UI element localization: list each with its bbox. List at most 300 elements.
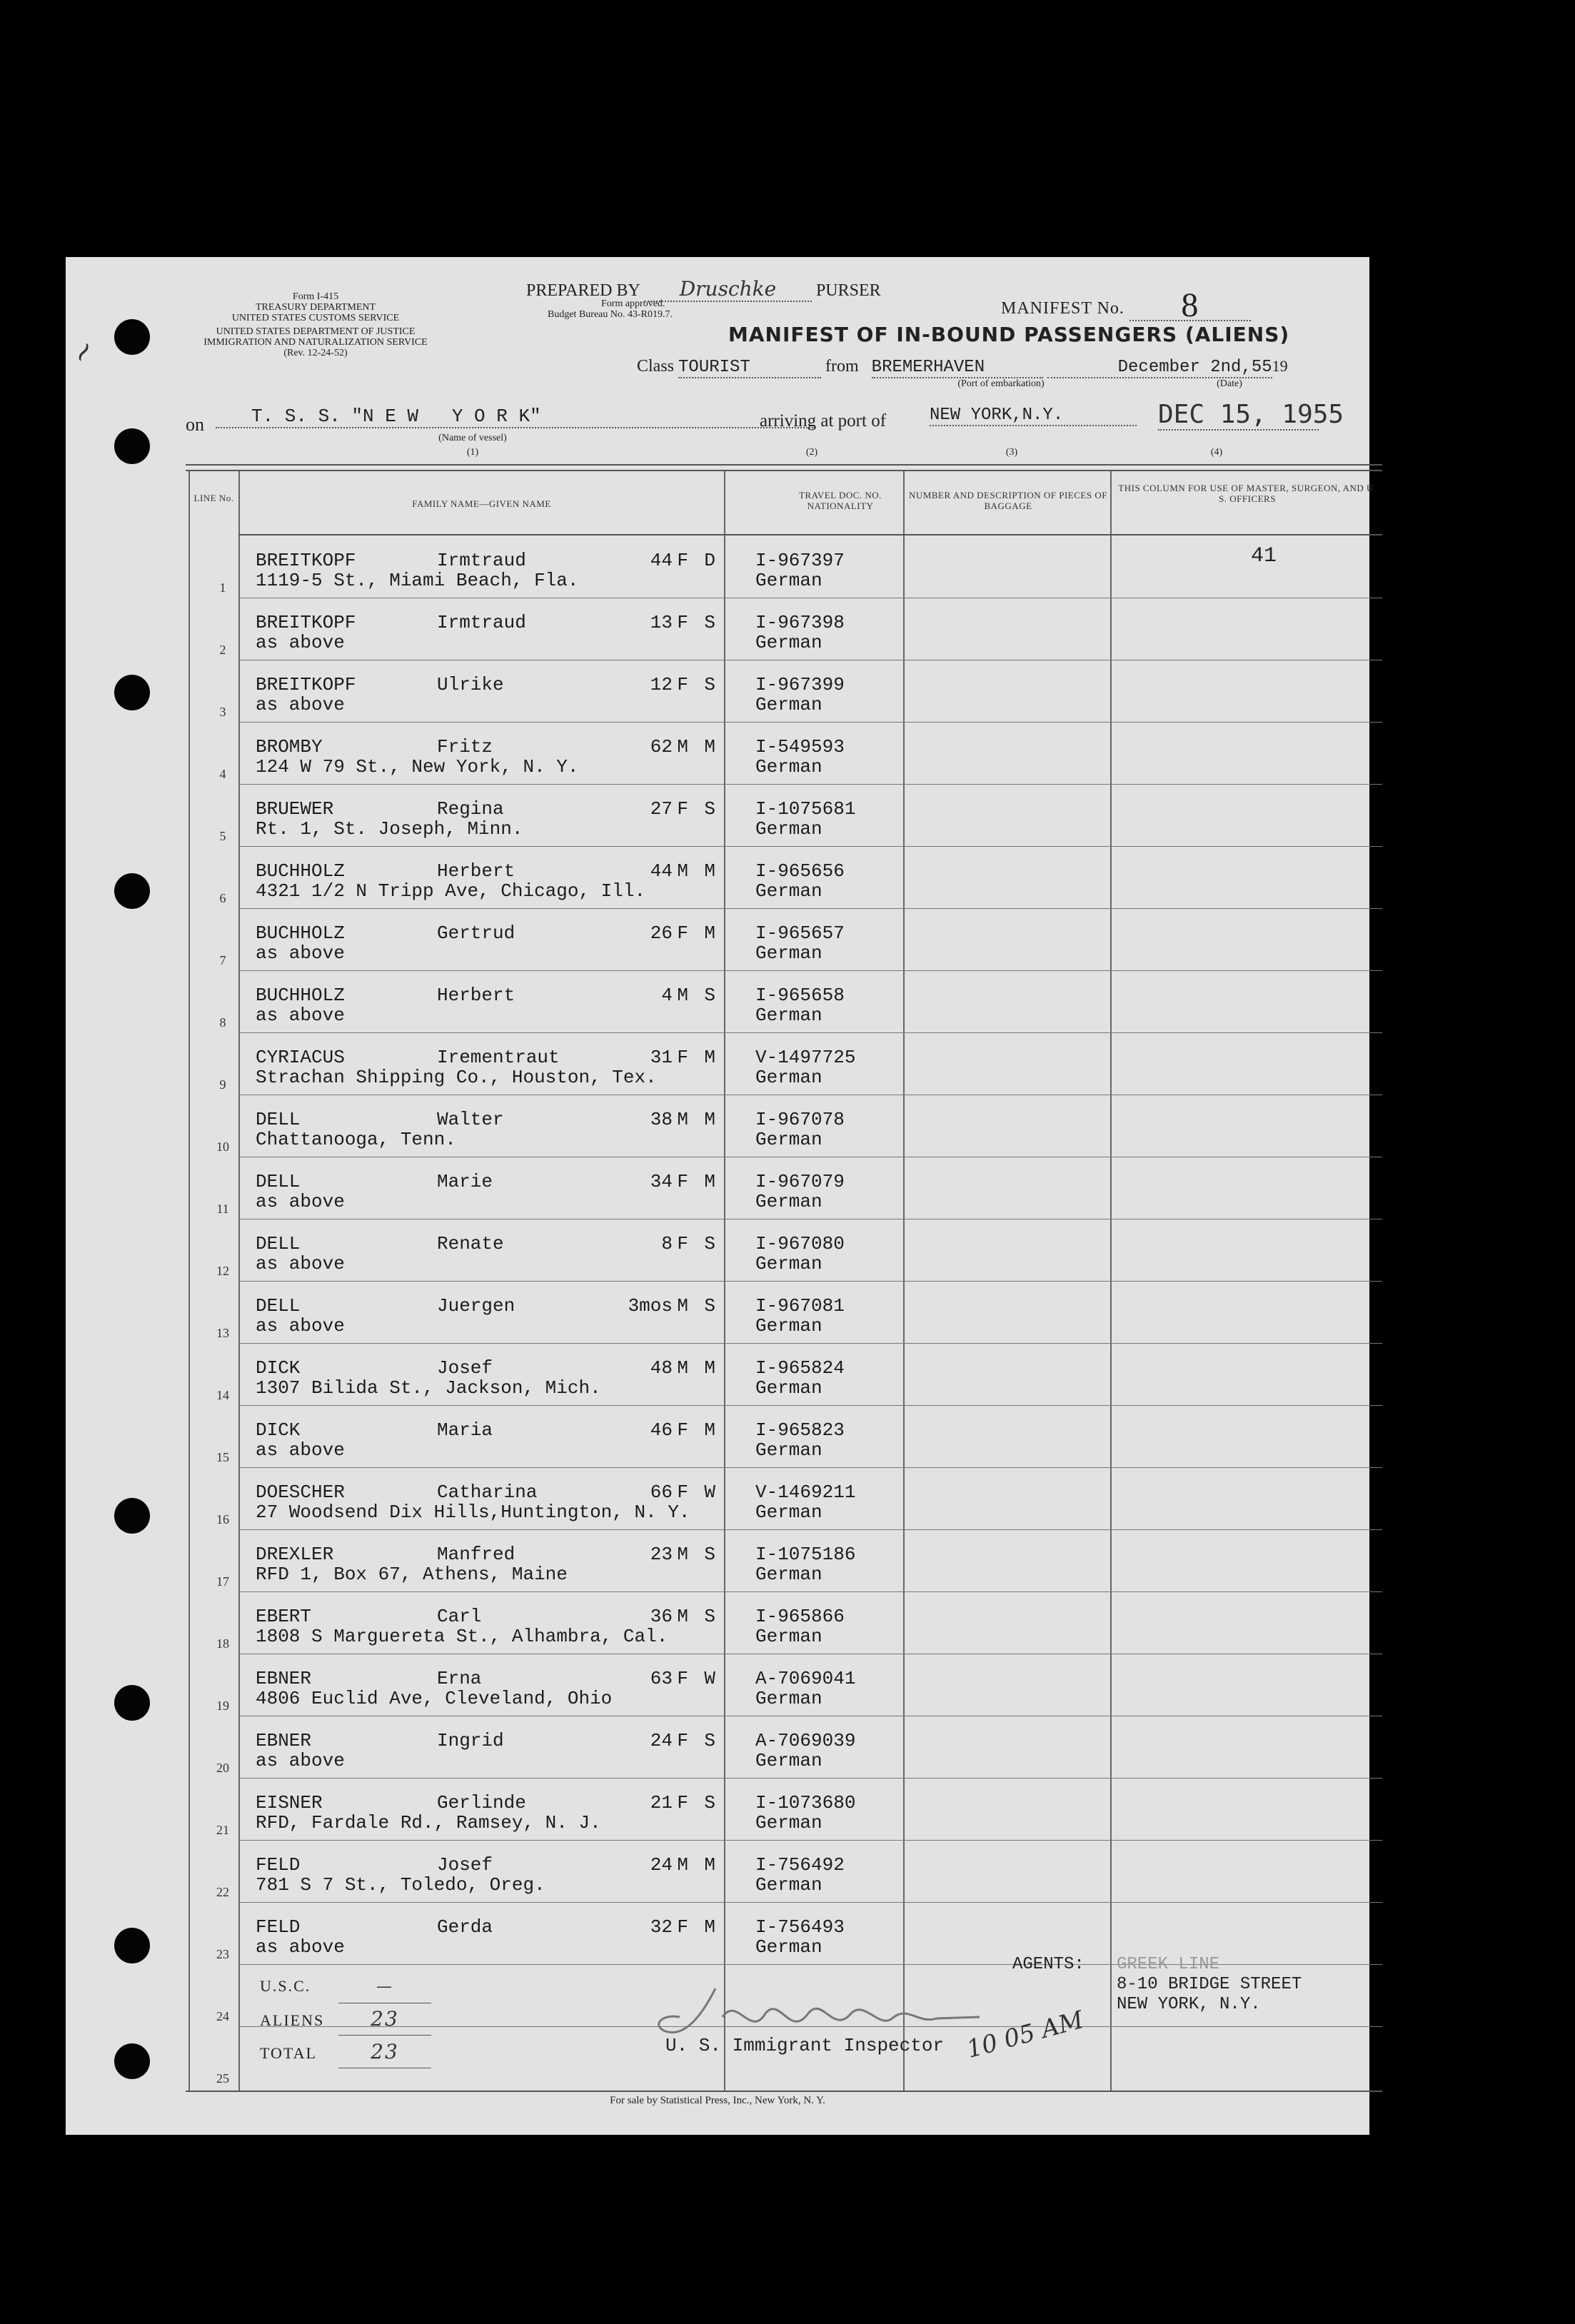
margin-pencil-mark: ~ [63, 333, 104, 371]
form-approved: Form approved. [601, 298, 665, 309]
arrival-port: NEW YORK,N.Y. [930, 406, 1137, 426]
line-number: 6 [219, 891, 226, 905]
row-rule [238, 1032, 1382, 1033]
passenger-family-name: BRUEWER [256, 798, 334, 820]
passenger-family-name: BROMBY [256, 736, 323, 758]
passenger-address: as above [256, 1936, 345, 1958]
total-value: 23 [338, 2036, 431, 2068]
col-rule-line [238, 471, 240, 2092]
arrival-date-stamp: DEC 15, 1955 [1158, 400, 1344, 429]
passenger-given-name: Gerda [437, 1916, 493, 1938]
row-rule [238, 1902, 1382, 1903]
table-top-rule-1 [186, 464, 1382, 466]
passenger-given-name: Walter [437, 1109, 504, 1130]
class-label: Class [637, 357, 675, 376]
row-rule [238, 1840, 1382, 1841]
line-number: 11 [216, 1202, 229, 1216]
passenger-marital-status: D [704, 550, 715, 571]
passenger-travel-doc: I-756492 [755, 1854, 845, 1876]
passenger-sex: M [677, 1109, 688, 1130]
passenger-family-name: FELD [256, 1916, 301, 1938]
passenger-nationality: German [755, 570, 822, 591]
passenger-address: as above [256, 1253, 345, 1274]
passenger-address: 1808 S Marguereta St., Alhambra, Cal. [256, 1626, 668, 1647]
passenger-marital-status: M [704, 1419, 715, 1441]
passenger-travel-doc: I-1075681 [755, 798, 856, 820]
passenger-family-name: FELD [256, 1854, 301, 1876]
passenger-nationality: German [755, 632, 822, 653]
passenger-address: RFD, Fardale Rd., Ramsey, N. J. [256, 1812, 601, 1833]
passenger-age: 21 [650, 1792, 673, 1814]
col-rule-baggage [1110, 471, 1112, 2092]
passenger-sex: M [677, 1606, 688, 1627]
passenger-nationality: German [755, 1377, 822, 1399]
passenger-nationality: German [755, 1501, 822, 1523]
passenger-sex: F [677, 1233, 688, 1254]
passenger-family-name: DELL [256, 1295, 301, 1317]
passenger-given-name: Herbert [437, 860, 515, 882]
passenger-travel-doc: I-756493 [755, 1916, 845, 1938]
from-label: from [825, 357, 859, 376]
passenger-given-name: Herbert [437, 985, 515, 1006]
passenger-travel-doc: I-967397 [755, 550, 845, 571]
passenger-marital-status: S [704, 1295, 715, 1317]
passenger-age: 24 [650, 1854, 673, 1876]
usc-label: U.S.C. [260, 1977, 311, 1995]
passenger-travel-doc: A-7069041 [755, 1668, 856, 1689]
line-number: 14 [216, 1388, 229, 1402]
passenger-given-name: Irmtraud [437, 550, 526, 571]
passenger-sex: F [677, 550, 688, 571]
passenger-family-name: DREXLER [256, 1544, 334, 1565]
passenger-family-name: EBNER [256, 1730, 312, 1751]
passenger-family-name: EBERT [256, 1606, 312, 1627]
line-number: 13 [216, 1326, 229, 1340]
passenger-travel-doc: I-967398 [755, 612, 845, 633]
line-number: 20 [216, 1761, 229, 1775]
passenger-sex: F [677, 922, 688, 944]
passenger-given-name: Renate [437, 1233, 504, 1254]
passenger-nationality: German [755, 942, 822, 964]
col-num-3: (3) [1005, 447, 1018, 458]
passenger-nationality: German [755, 1936, 822, 1958]
passenger-family-name: DICK [256, 1419, 301, 1441]
row-rule [238, 970, 1382, 971]
treasury-dept: TREASURY DEPARTMENT [255, 302, 376, 313]
passenger-travel-doc: I-967078 [755, 1109, 845, 1130]
passenger-sex: F [677, 1047, 688, 1068]
passenger-age: 12 [650, 674, 673, 695]
passenger-travel-doc: V-1497725 [755, 1047, 856, 1068]
header-bottom-rule [238, 534, 1382, 535]
passenger-age: 24 [650, 1730, 673, 1751]
aliens-value: 23 [338, 2003, 431, 2036]
budget-bureau: Budget Bureau No. 43-R019.7. [548, 309, 673, 320]
passenger-age: 13 [650, 612, 673, 633]
passenger-nationality: German [755, 1564, 822, 1585]
passenger-given-name: Marie [437, 1171, 493, 1192]
row-rule [238, 1343, 1382, 1344]
passenger-given-name: Josef [437, 1357, 493, 1379]
passenger-given-name: Maria [437, 1419, 493, 1441]
passenger-sex: F [677, 1419, 688, 1441]
passenger-marital-status: W [704, 1482, 715, 1503]
passenger-family-name: BUCHHOLZ [256, 985, 345, 1006]
on-label: on [186, 414, 204, 435]
line-number: 5 [219, 829, 226, 843]
passenger-address: 4321 1/2 N Tripp Ave, Chicago, Ill. [256, 880, 646, 902]
passenger-address: 1119-5 St., Miami Beach, Fla. [256, 570, 579, 591]
passenger-family-name: CYRIACUS [256, 1047, 345, 1068]
passenger-travel-doc: I-967081 [755, 1295, 845, 1317]
ins-service: IMMIGRATION AND NATURALIZATION SERVICE [203, 337, 428, 348]
passenger-family-name: DELL [256, 1233, 301, 1254]
passenger-travel-doc: I-549593 [755, 736, 845, 758]
passenger-address: RFD 1, Box 67, Athens, Maine [256, 1564, 568, 1585]
row-rule [238, 1281, 1382, 1282]
col-num-4: (4) [1210, 447, 1223, 458]
passenger-given-name: Fritz [437, 736, 493, 758]
line-number: 8 [219, 1015, 226, 1030]
passenger-address: 1307 Bilida St., Jackson, Mich. [256, 1377, 601, 1399]
form-approval [548, 298, 673, 320]
form-info [187, 291, 444, 358]
customs-service: UNITED STATES CUSTOMS SERVICE [231, 313, 400, 323]
passenger-sex: M [677, 736, 688, 758]
passenger-marital-status: S [704, 1544, 715, 1565]
passenger-marital-status: S [704, 1730, 715, 1751]
passenger-sex: F [677, 1171, 688, 1192]
passenger-family-name: BUCHHOLZ [256, 860, 345, 882]
col-header-line: LINE No. [193, 493, 234, 503]
col-rule-left [188, 471, 190, 2092]
table-top-rule-2 [186, 470, 1382, 471]
line-number: 22 [216, 1885, 229, 1899]
passenger-marital-status: S [704, 1792, 715, 1814]
port-caption: (Port of embarkation) [957, 378, 1045, 389]
passenger-marital-status: S [704, 1233, 715, 1254]
passenger-travel-doc: I-965656 [755, 860, 845, 882]
passenger-travel-doc: I-965658 [755, 985, 845, 1006]
passenger-age: 27 [650, 798, 673, 820]
line-number: 18 [216, 1636, 229, 1651]
passenger-given-name: Catharina [437, 1482, 538, 1503]
passenger-family-name: DELL [256, 1109, 301, 1130]
passenger-address: as above [256, 1005, 345, 1026]
passenger-family-name: DELL [256, 1171, 301, 1192]
passenger-nationality: German [755, 756, 822, 778]
line-number: 12 [216, 1264, 229, 1278]
passenger-age: 44 [650, 860, 673, 882]
passenger-age: 48 [650, 1357, 673, 1379]
officer-note: 41 [1251, 544, 1277, 568]
vessel-name: T. S. S. "N E W Y O R K" [216, 406, 815, 428]
passenger-age: 3mos [628, 1295, 673, 1317]
passenger-marital-status: W [704, 1668, 715, 1689]
row-rule [238, 1467, 1382, 1468]
passenger-sex: M [677, 1544, 688, 1565]
passenger-age: 46 [650, 1419, 673, 1441]
passenger-given-name: Gertrud [437, 922, 515, 944]
passenger-marital-status: M [704, 1109, 715, 1130]
passenger-nationality: German [755, 880, 822, 902]
punch-hole [114, 873, 150, 909]
usc-value: — [338, 1971, 431, 2003]
passenger-age: 26 [650, 922, 673, 944]
passenger-marital-status: S [704, 798, 715, 820]
passenger-given-name: Josef [437, 1854, 493, 1876]
passenger-address: as above [256, 1439, 345, 1461]
passenger-address: as above [256, 942, 345, 964]
passenger-age: 38 [650, 1109, 673, 1130]
line-number: 16 [216, 1512, 229, 1526]
passenger-age: 32 [650, 1916, 673, 1938]
passenger-given-name: Manfred [437, 1544, 515, 1565]
passenger-marital-status: M [704, 1854, 715, 1876]
passenger-age: 36 [650, 1606, 673, 1627]
passenger-sex: F [677, 674, 688, 695]
passenger-nationality: German [755, 1253, 822, 1274]
passenger-sex: F [677, 1916, 688, 1938]
passenger-age: 34 [650, 1171, 673, 1192]
row-rule [238, 1529, 1382, 1530]
passenger-given-name: Gerlinde [437, 1792, 526, 1814]
passenger-marital-status: M [704, 1916, 715, 1938]
agents-label: AGENTS: [1012, 1955, 1085, 1974]
line-number: 10 [216, 1140, 229, 1154]
passenger-address: as above [256, 1750, 345, 1771]
passenger-age: 23 [650, 1544, 673, 1565]
passenger-travel-doc: I-967079 [755, 1171, 845, 1192]
inspector-label: U. S. Immigrant Inspector [665, 2035, 945, 2056]
passenger-age: 63 [650, 1668, 673, 1689]
passenger-travel-doc: I-967399 [755, 674, 845, 695]
passenger-given-name: Ingrid [437, 1730, 504, 1751]
punch-hole [114, 1498, 150, 1534]
agent-name: GREEK LINE [1117, 1955, 1220, 1974]
col-num-2: (2) [805, 447, 818, 458]
class-value: TOURIST [678, 358, 821, 378]
passenger-address: 4806 Euclid Ave, Cleveland, Ohio [256, 1688, 613, 1709]
date-year-prefix: 19 [1272, 357, 1288, 375]
passenger-travel-doc: I-965657 [755, 922, 845, 944]
passenger-age: 66 [650, 1482, 673, 1503]
manifest-no-label: MANIFEST No. [1001, 299, 1124, 318]
passenger-address: Rt. 1, St. Joseph, Minn. [256, 818, 523, 840]
prepared-by-name: Druschke [644, 277, 812, 302]
total-label: TOTAL [260, 2044, 317, 2062]
passenger-nationality: German [755, 1626, 822, 1647]
passenger-sex: M [677, 1357, 688, 1379]
passenger-marital-status: S [704, 1606, 715, 1627]
line-number: 17 [216, 1574, 229, 1589]
passenger-sex: M [677, 1854, 688, 1876]
passenger-family-name: DOESCHER [256, 1482, 345, 1503]
passenger-address: Strachan Shipping Co., Houston, Tex. [256, 1067, 657, 1088]
passenger-family-name: DICK [256, 1357, 301, 1379]
passenger-nationality: German [755, 1874, 822, 1896]
agents-block [1117, 1955, 1302, 2015]
passenger-given-name: Ulrike [437, 674, 504, 695]
row-rule [238, 1591, 1382, 1592]
passenger-nationality: German [755, 1067, 822, 1088]
passenger-travel-doc: I-1073680 [755, 1792, 856, 1814]
col-header-baggage: NUMBER AND DESCRIPTION OF PIECES OF BAGGAGE [909, 490, 1107, 511]
col-rule-name [724, 471, 725, 2092]
passenger-nationality: German [755, 818, 822, 840]
passenger-marital-status: S [704, 985, 715, 1006]
passenger-family-name: EBNER [256, 1668, 312, 1689]
passenger-address: as above [256, 632, 345, 653]
passenger-sex: M [677, 860, 688, 882]
passenger-sex: F [677, 1482, 688, 1503]
passenger-given-name: Erna [437, 1668, 482, 1689]
agent-street: 8-10 BRIDGE STREET [1117, 1975, 1302, 1994]
vessel-caption: (Name of vessel) [438, 433, 507, 443]
punch-hole [114, 675, 150, 710]
col-rule-travel [903, 471, 905, 2092]
passenger-address: Chattanooga, Tenn. [256, 1129, 456, 1150]
passenger-travel-doc: I-1075186 [755, 1544, 856, 1565]
row-rule [238, 722, 1382, 723]
line-number: 9 [219, 1077, 226, 1092]
passenger-given-name: Regina [437, 798, 504, 820]
line-number: 4 [219, 767, 226, 781]
passenger-sex: F [677, 1668, 688, 1689]
passenger-marital-status: M [704, 1047, 715, 1068]
passenger-marital-status: M [704, 736, 715, 758]
passenger-age: 44 [650, 550, 673, 571]
col-header-officers: THIS COLUMN FOR USE OF MASTER, SURGEON, AND U. S. OFFICERS [1118, 483, 1377, 504]
passenger-family-name: BUCHHOLZ [256, 922, 345, 944]
table-bottom-rule [186, 2091, 1382, 2092]
aliens-label: ALIENS [260, 2011, 325, 2029]
manifest-title: MANIFEST OF IN-BOUND PASSENGERS (ALIENS) [728, 323, 1290, 346]
passenger-marital-status: M [704, 860, 715, 882]
time-note: 10 05 AM [963, 2006, 1087, 2064]
passenger-given-name: Juergen [437, 1295, 515, 1317]
line-number: 21 [216, 1823, 229, 1837]
passenger-age: 31 [650, 1047, 673, 1068]
row-rule [238, 784, 1382, 785]
manifest-page [63, 257, 1377, 2135]
prepared-by-label: PREPARED BY [526, 281, 640, 300]
passenger-travel-doc: I-965824 [755, 1357, 845, 1379]
passenger-nationality: German [755, 1191, 822, 1212]
passenger-nationality: German [755, 1315, 822, 1337]
punch-hole [114, 1685, 150, 1721]
passenger-travel-doc: V-1469211 [755, 1482, 856, 1503]
row-rule [238, 908, 1382, 909]
form-footer: For sale by Statistical Press, Inc., New York, N. Y. [610, 2095, 825, 2106]
passenger-given-name: Carl [437, 1606, 482, 1627]
justice-dept: UNITED STATES DEPARTMENT OF JUSTICE [216, 326, 416, 337]
col-header-name: FAMILY NAME—GIVEN NAME [412, 498, 551, 509]
date-caption: (Date) [1217, 378, 1242, 389]
passenger-family-name: BREITKOPF [256, 612, 356, 633]
passenger-nationality: German [755, 1005, 822, 1026]
passenger-sex: F [677, 612, 688, 633]
port-of-embarkation: BREMERHAVEN [872, 358, 1043, 378]
passenger-sex: M [677, 1295, 688, 1317]
passenger-travel-doc: I-967080 [755, 1233, 845, 1254]
passenger-address: 124 W 79 St., New York, N. Y. [256, 756, 579, 778]
arriving-label: arriving at port of [760, 411, 887, 431]
agent-city: NEW YORK, N.Y. [1117, 1995, 1261, 2014]
manifest-no-line [1001, 286, 1251, 324]
form-revision: (Rev. 12-24-52) [283, 348, 348, 358]
passenger-nationality: German [755, 1812, 822, 1833]
passenger-sex: F [677, 1730, 688, 1751]
passenger-age: 4 [661, 985, 673, 1006]
punch-hole [114, 1928, 150, 1963]
passenger-nationality: German [755, 1750, 822, 1771]
line-number: 24 [216, 2009, 229, 2023]
manifest-no-value: 8 [1129, 291, 1251, 321]
passenger-nationality: German [755, 1439, 822, 1461]
passenger-age: 62 [650, 736, 673, 758]
passenger-given-name: Irementraut [437, 1047, 560, 1068]
passenger-address: as above [256, 694, 345, 715]
passenger-travel-doc: A-7069039 [755, 1730, 856, 1751]
departure-date: December 2nd,55 [1047, 358, 1272, 378]
punch-hole [114, 2043, 150, 2079]
line-number: 25 [216, 2071, 229, 2086]
passenger-given-name: Irmtraud [437, 612, 526, 633]
passenger-address: 781 S 7 St., Toledo, Oreg. [256, 1874, 545, 1896]
passenger-nationality: German [755, 694, 822, 715]
line-number: 15 [216, 1450, 229, 1464]
passenger-family-name: EISNER [256, 1792, 323, 1814]
passenger-age: 8 [661, 1233, 673, 1254]
passenger-family-name: BREITKOPF [256, 674, 356, 695]
class-line [637, 357, 1288, 378]
col-header-travel: TRAVEL DOC. NO. NATIONALITY [799, 490, 882, 511]
line-number: 23 [216, 1947, 229, 1961]
passenger-marital-status: S [704, 612, 715, 633]
passenger-address: as above [256, 1315, 345, 1337]
line-number: 3 [219, 705, 226, 719]
passenger-marital-status: S [704, 674, 715, 695]
row-rule [238, 846, 1382, 847]
line-number: 1 [219, 580, 226, 595]
punch-hole [114, 319, 150, 355]
line-number: 7 [219, 953, 226, 967]
line-number: 2 [219, 643, 226, 657]
row-rule [238, 1778, 1382, 1779]
passenger-sex: M [677, 985, 688, 1006]
passenger-marital-status: M [704, 1171, 715, 1192]
form-number: Form I-415 [292, 291, 339, 302]
passenger-nationality: German [755, 1688, 822, 1709]
punch-hole [114, 428, 150, 464]
passenger-family-name: BREITKOPF [256, 550, 356, 571]
passenger-marital-status: M [704, 1357, 715, 1379]
line-number: 19 [216, 1699, 229, 1713]
passenger-travel-doc: I-965866 [755, 1606, 845, 1627]
passenger-sex: F [677, 1792, 688, 1814]
passenger-address: 27 Woodsend Dix Hills,Huntington, N. Y. [256, 1501, 690, 1523]
totals-block [260, 1971, 431, 2069]
passenger-marital-status: M [704, 922, 715, 944]
passenger-nationality: German [755, 1129, 822, 1150]
passenger-travel-doc: I-965823 [755, 1419, 845, 1441]
row-rule [238, 1405, 1382, 1406]
col-num-1: (1) [466, 447, 479, 458]
purser-label: PURSER [815, 281, 881, 300]
passenger-address: as above [256, 1191, 345, 1212]
passenger-sex: F [677, 798, 688, 820]
